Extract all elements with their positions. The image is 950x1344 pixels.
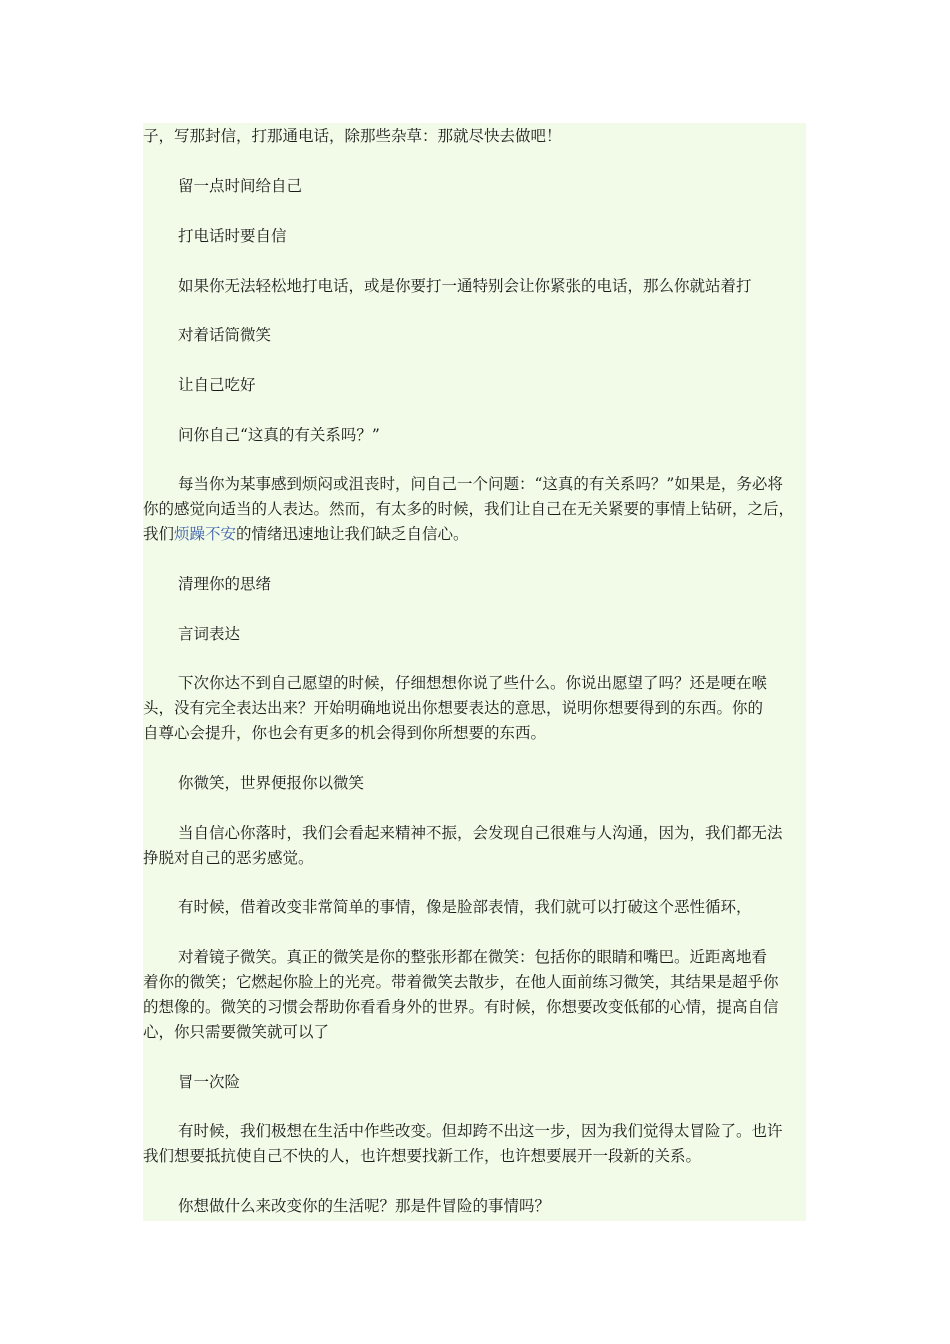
paragraph <box>143 472 806 547</box>
text-line: 有时候，借着改变非常简单的事情，像是脸部表情，我们就可以打破这个恶性循环， <box>178 898 752 916</box>
paragraph <box>143 945 806 1045</box>
text-line: 的想像的。微笑的习惯会帮助你看看身外的世界。有时候，你想要改变低郁的心情，提高自信 <box>143 998 779 1016</box>
section-heading <box>143 572 806 597</box>
text-line <box>143 522 806 547</box>
text-line: 自尊心会提升，你也会有更多的机会得到你所想要的东西。 <box>143 724 547 742</box>
heading-text: 言词表达 <box>178 625 241 643</box>
section-heading <box>143 771 806 796</box>
text-line: 着你的微笑；它燃起你脸上的光亮。带着微笑去散步，在他人面前练习微笑，其结果是超乎你 <box>143 973 779 991</box>
text-line: 当自信心你落时，我们会看起来精神不振，会发现自己很难与人沟通，因为，我们都无法 <box>178 824 783 842</box>
section-heading <box>143 423 806 448</box>
paragraph <box>143 124 806 149</box>
section-heading <box>143 323 806 348</box>
text-line: 你的感觉向适当的人表达。然而，有太多的时候，我们让自己在无关紧要的事情上钻研，之后， <box>143 500 795 518</box>
heading-text: 留一点时间给自己 <box>178 177 303 195</box>
section-heading <box>143 174 806 199</box>
text-line: 挣脱对自己的恶劣感觉。 <box>143 849 314 867</box>
text-line: 对着镜子微笑。真正的微笑是你的整张形都在微笑：包括你的眼睛和嘴巴。近距离地看 <box>178 948 768 966</box>
section-heading <box>143 622 806 647</box>
heading-text: 问你自己“这真的有关系吗？” <box>178 426 380 444</box>
paragraph <box>143 671 806 746</box>
text-segment: 的情绪迅速地让我们缺乏自信心。 <box>236 525 469 543</box>
heading-text: 冒一次险 <box>178 1073 241 1091</box>
heading-text: 让自己吃好 <box>178 376 256 394</box>
heading-text: 你微笑，世界便报你以微笑 <box>178 774 365 792</box>
paragraph <box>143 274 806 299</box>
text-segment: 我们 <box>143 525 175 543</box>
section-heading <box>143 224 806 249</box>
text-line: 头，没有完全表达出来？开始明确地说出你想要表达的意思，说明你想要得到的东西。你的 <box>143 699 764 717</box>
text-line: 下次你达不到自己愿望的时候，仔细想想你说了些什么。你说出愿望了吗？还是哽在喉 <box>178 674 768 692</box>
text-line: 如果你无法轻松地打电话，或是你要打一通特别会让你紧张的电话，那么你就站着打 <box>178 277 752 295</box>
heading-text: 打电话时要自信 <box>178 227 287 245</box>
text-line: 心，你只需要微笑就可以了 <box>143 1023 330 1041</box>
section-heading <box>143 1070 806 1095</box>
text-line: 你想做什么来改变你的生活呢？那是件冒险的事情吗？ <box>178 1197 551 1215</box>
inline-link[interactable]: 烦躁不安 <box>174 525 237 543</box>
text-line: 每当你为某事感到烦闷或沮丧时，问自己一个问题：“这真的有关系吗？”如果是，务必将 <box>178 475 783 493</box>
text-line: 子，写那封信，打那通电话，除那些杂草：那就尽快去做吧！ <box>143 127 562 145</box>
heading-text: 对着话筒微笑 <box>178 326 272 344</box>
heading-text: 清理你的思绪 <box>178 575 272 593</box>
paragraph <box>143 895 806 920</box>
text-line: 有时候，我们极想在生活中作些改变。但却跨不出这一步，因为我们觉得太冒险了。也许 <box>178 1122 783 1140</box>
paragraph <box>143 1119 806 1169</box>
paragraph <box>143 1194 806 1219</box>
document-body <box>143 123 806 1221</box>
section-heading <box>143 373 806 398</box>
paragraph <box>143 821 806 871</box>
text-line: 我们想要抵抗使自己不快的人，也许想要找新工作，也许想要展开一段新的关系。 <box>143 1147 702 1165</box>
